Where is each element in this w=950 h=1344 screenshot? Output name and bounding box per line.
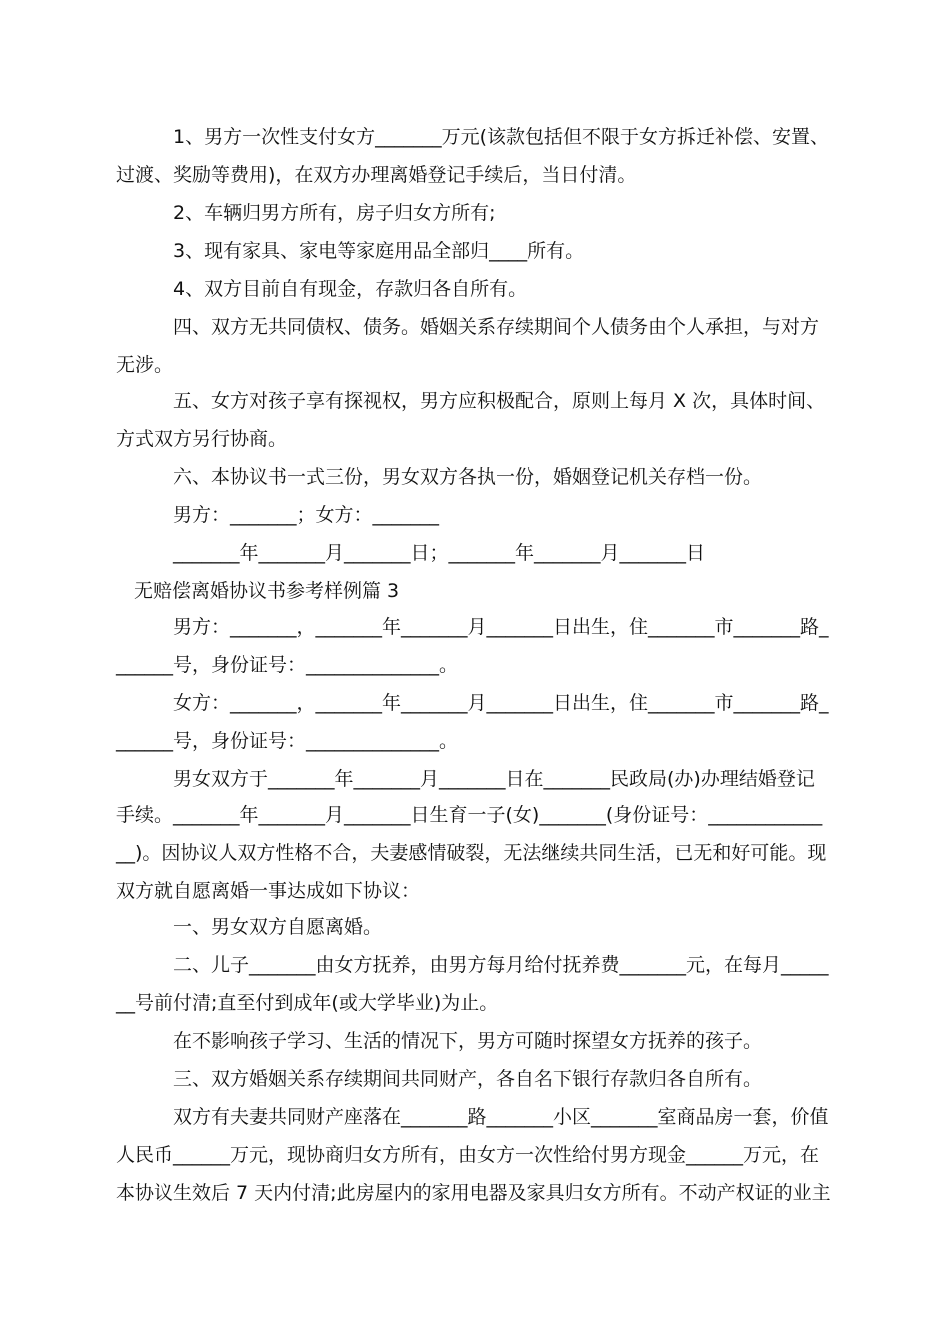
paragraph-line: 男女双方于_______年_______月_______日在_______民政局(办)办理结婚登记 bbox=[173, 768, 815, 790]
paragraph-line: 方式双方另行协商。 bbox=[116, 428, 288, 450]
paragraph-line: 男方：_______，_______年_______月_______日出生，住_______市_______路_ bbox=[173, 616, 829, 638]
paragraph-line: 五、女方对孩子享有探视权，男方应积极配合，原则上每月 X 次，具体时间、 bbox=[173, 390, 826, 412]
paragraph-line: 人民币______万元，现协商归女方所有，由女方一次性给付男方现金______万元，在 bbox=[116, 1144, 820, 1166]
date-line: _______年_______月_______日；_______年_______月_______日 bbox=[173, 542, 706, 564]
paragraph-line: ______号，身份证号：______________。 bbox=[116, 730, 459, 752]
signature-line: 男方：_______；女方：_______ bbox=[173, 504, 440, 526]
paragraph-line: __)。因协议人双方性格不合，夫妻感情破裂，无法继续共同生活，已无和好可能。现 bbox=[116, 842, 827, 864]
paragraph-line: 二、儿子_______由女方抚养，由男方每月给付抚养费_______元，在每月_____ bbox=[173, 954, 829, 976]
section-title: 无赔偿离婚协议书参考样例篇 3 bbox=[134, 580, 400, 602]
paragraph-line: 过渡、奖励等费用)，在双方办理离婚登记手续后，当日付清。 bbox=[116, 164, 637, 186]
paragraph-line: 女方：_______，_______年_______月_______日出生，住_______市_______路_ bbox=[173, 692, 829, 714]
paragraph-line: 四、双方无共同债权、债务。婚姻关系存续期间个人债务由个人承担，与对方 bbox=[173, 316, 820, 338]
paragraph-line: __号前付清;直至付到成年(或大学毕业)为止。 bbox=[116, 992, 499, 1014]
paragraph-line: 在不影响孩子学习、生活的情况下，男方可随时探望女方抚养的孩子。 bbox=[173, 1030, 763, 1052]
paragraph-line: 六、本协议书一式三份，男女双方各执一份，婚姻登记机关存档一份。 bbox=[173, 466, 763, 488]
paragraph-line: ______号，身份证号：______________。 bbox=[116, 654, 459, 676]
paragraph-line: 2、车辆归男方所有，房子归女方所有; bbox=[173, 202, 496, 224]
paragraph-line: 手续。_______年_______月_______日生育一子(女)_______(身份证号：____________ bbox=[116, 804, 823, 826]
paragraph-line: 双方有夫妻共同财产座落在_______路_______小区_______室商品房一套，价值 bbox=[173, 1106, 829, 1128]
paragraph-line: 无涉。 bbox=[116, 354, 174, 376]
paragraph-line: 三、双方婚姻关系存续期间共同财产，各自名下银行存款归各自所有。 bbox=[173, 1068, 763, 1090]
paragraph-line: 本协议生效后 7 天内付清;此房屋内的家用电器及家具归女方所有。不动产权证的业主 bbox=[116, 1182, 831, 1204]
paragraph-line: 双方就自愿离婚一事达成如下协议： bbox=[116, 880, 421, 902]
paragraph-line: 4、双方目前自有现金，存款归各自所有。 bbox=[173, 278, 528, 300]
paragraph-line: 一、男女双方自愿离婚。 bbox=[173, 916, 383, 938]
paragraph-line: 1、男方一次性支付女方_______万元(该款包括但不限于女方拆迁补偿、安置、 bbox=[173, 126, 830, 148]
paragraph-line: 3、现有家具、家电等家庭用品全部归____所有。 bbox=[173, 240, 585, 262]
